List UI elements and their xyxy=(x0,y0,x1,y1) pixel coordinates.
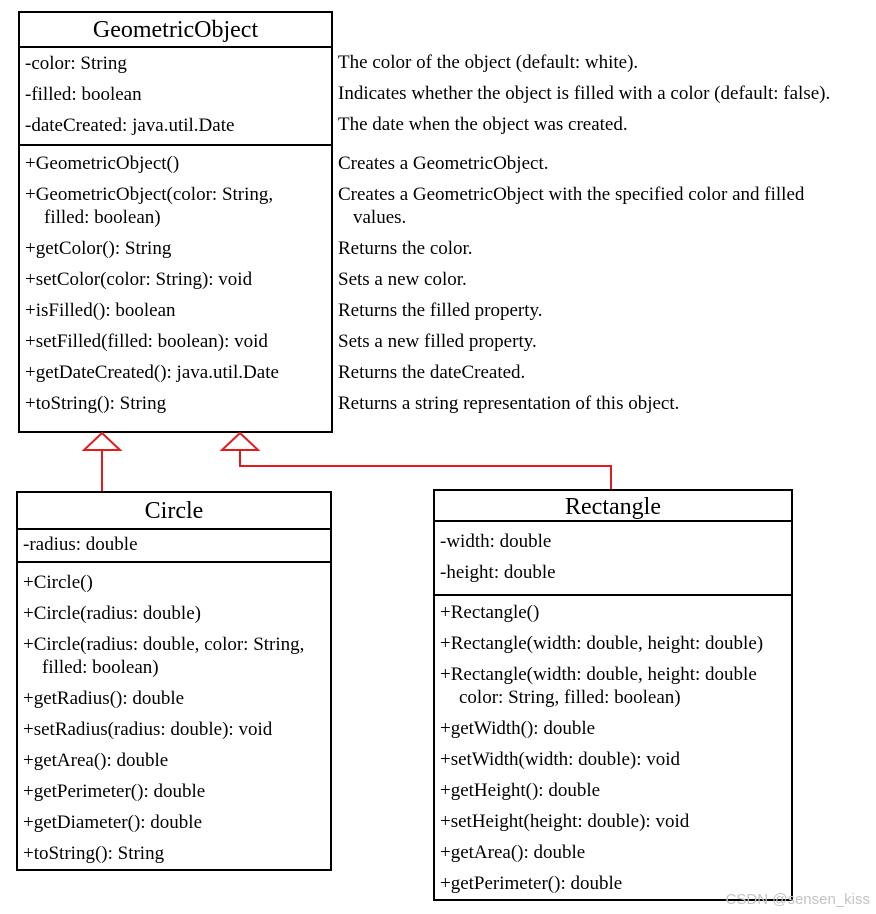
attribute-text: -color: String xyxy=(25,53,127,74)
method-description-line: Sets a new filled property. xyxy=(338,331,537,352)
attribute-text: -filled: boolean xyxy=(25,84,142,105)
watermark: CSDN @sensen_kiss xyxy=(725,891,870,908)
attribute-text: -height: double xyxy=(440,562,556,583)
attribute-text: -width: double xyxy=(440,531,552,552)
method-description-line: Creates a GeometricObject with the specified color and filled xyxy=(338,184,805,205)
method-signature: +GeometricObject() xyxy=(25,153,180,174)
method-description-line: values. xyxy=(353,207,407,228)
method-signature: +getDiameter(): double xyxy=(23,812,203,833)
method-signature: +Rectangle(width: double, height: double) xyxy=(440,633,764,654)
method-signature: +toString(): String xyxy=(23,843,165,864)
attribute-description: The date when the object was created. xyxy=(338,114,628,135)
method-signature: +Circle() xyxy=(23,572,93,593)
method-signature: color: String, filled: boolean) xyxy=(459,687,681,708)
inheritance-line-rectangle xyxy=(240,450,611,489)
method-signature: +getRadius(): double xyxy=(23,688,185,709)
class-name-geometricobject: GeometricObject xyxy=(20,13,331,48)
method-signature: +setHeight(height: double): void xyxy=(440,811,690,832)
method-signature: +Rectangle() xyxy=(440,602,540,623)
attribute-text: -radius: double xyxy=(23,534,138,555)
method-description-line: Creates a GeometricObject. xyxy=(338,153,549,174)
class-name-rectangle: Rectangle xyxy=(435,491,791,522)
method-description-line: Returns the filled property. xyxy=(338,300,543,321)
method-signature: +getDateCreated(): java.util.Date xyxy=(25,362,279,383)
method-signature: +getArea(): double xyxy=(23,750,169,771)
method-signature: filled: boolean) xyxy=(42,657,159,678)
method-description-line: Sets a new color. xyxy=(338,269,467,290)
method-signature: +GeometricObject(color: String, xyxy=(25,184,274,205)
attribute-text: -dateCreated: java.util.Date xyxy=(25,115,235,136)
method-description-line: Returns a string representation of this object. xyxy=(338,393,680,414)
method-signature: +setRadius(radius: double): void xyxy=(23,719,273,740)
method-signature: +getArea(): double xyxy=(440,842,586,863)
method-signature: +toString(): String xyxy=(25,393,167,414)
method-signature: +setFilled(filled: boolean): void xyxy=(25,331,268,352)
inheritance-arrowhead-circle xyxy=(84,433,120,450)
method-signature: +getWidth(): double xyxy=(440,718,596,739)
method-signature: +setColor(color: String): void xyxy=(25,269,253,290)
inheritance-arrowhead-rectangle xyxy=(222,433,258,450)
method-signature: +setWidth(width: double): void xyxy=(440,749,681,770)
method-signature: +getHeight(): double xyxy=(440,780,601,801)
class-name-circle: Circle xyxy=(18,493,330,530)
attribute-description: Indicates whether the object is filled with a color (default: false). xyxy=(338,83,831,104)
method-description-line: Returns the dateCreated. xyxy=(338,362,526,383)
attribute-description: The color of the object (default: white). xyxy=(338,52,639,73)
method-description-line: Returns the color. xyxy=(338,238,473,259)
method-signature: +Rectangle(width: double, height: double xyxy=(440,664,757,685)
method-signature: +isFilled(): boolean xyxy=(25,300,176,321)
method-signature: +getPerimeter(): double xyxy=(23,781,206,802)
inheritance-circle-to-geometricobject xyxy=(84,433,120,491)
inheritance-rectangle-to-geometricobject xyxy=(222,433,611,489)
method-signature: filled: boolean) xyxy=(44,207,161,228)
method-signature: +Circle(radius: double, color: String, xyxy=(23,634,305,655)
method-signature: +Circle(radius: double) xyxy=(23,603,201,624)
method-signature: +getColor(): String xyxy=(25,238,172,259)
method-signature: +getPerimeter(): double xyxy=(440,873,623,894)
